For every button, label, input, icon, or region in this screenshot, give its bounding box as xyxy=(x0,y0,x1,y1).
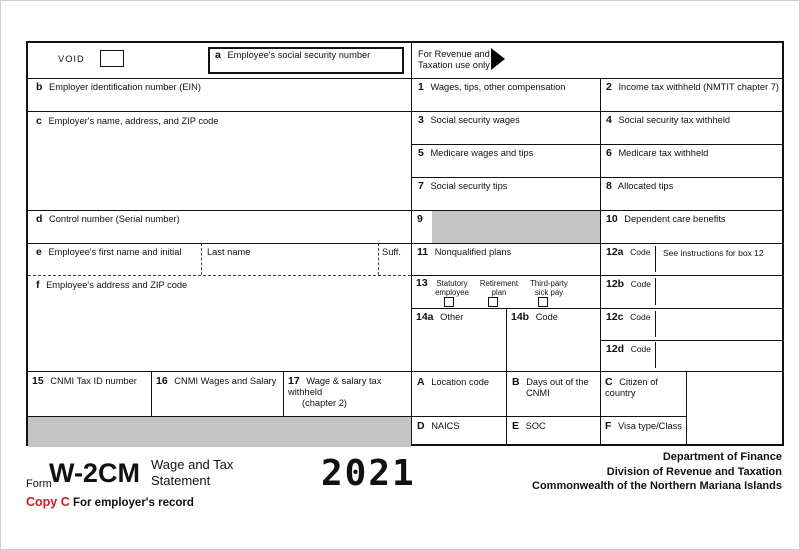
box-12a-number: 12a xyxy=(606,246,624,258)
box-15-field[interactable] xyxy=(28,371,151,416)
statutory-employee-label xyxy=(429,279,475,297)
box-e-text: Employee's first name and initial xyxy=(48,247,182,257)
copy-line xyxy=(26,495,194,509)
box-b-label xyxy=(36,82,201,93)
box-17-label xyxy=(288,376,408,409)
third-party-line1: Third-party xyxy=(530,279,568,288)
box-12a-label xyxy=(606,247,650,258)
box-f-text: Employee's address and ZIP code xyxy=(46,280,188,290)
third-party-line2: sick pay xyxy=(534,288,564,297)
box-2-field[interactable] xyxy=(600,78,782,111)
box-7-label xyxy=(418,181,507,192)
statutory-line1: Statutory xyxy=(436,279,468,288)
form-grid xyxy=(26,41,784,446)
copy-note: For employer's record xyxy=(72,497,194,509)
box-16-text: CNMI Wages and Salary xyxy=(174,376,277,386)
statutory-line2: employee xyxy=(435,288,469,297)
box-4-text: Social security tax withheld xyxy=(618,115,731,125)
box-F-letter: F xyxy=(605,420,612,432)
box-11-label xyxy=(417,247,511,258)
box-c-label xyxy=(36,116,219,127)
bottom-left-shaded-area xyxy=(28,417,411,447)
box-c-field[interactable] xyxy=(28,111,411,210)
box-8-text: Allocated tips xyxy=(617,181,674,191)
box-3-text: Social security wages xyxy=(430,115,520,125)
box-12b-code-text: Code xyxy=(630,279,652,289)
suffix-text: Suff. xyxy=(382,247,401,257)
last-name-label xyxy=(207,247,250,258)
box-D-text: NAICS xyxy=(431,421,460,431)
shaded-area xyxy=(432,211,600,243)
box-B-text: Days out of the xyxy=(526,377,589,387)
box-f-number: f xyxy=(36,279,40,291)
box-9-number: 9 xyxy=(417,213,423,225)
box-9-label xyxy=(417,214,427,225)
box-C-text: Citizen of country xyxy=(605,377,658,398)
box-d-label xyxy=(36,214,180,225)
box-A-text: Location code xyxy=(431,377,490,387)
revenue-use-label xyxy=(418,49,490,71)
box-f-label xyxy=(36,280,187,291)
box-3-number: 3 xyxy=(418,114,424,126)
box-14a-label xyxy=(416,312,463,323)
box-1-field[interactable] xyxy=(411,78,600,111)
code-tick-line xyxy=(655,342,656,368)
box-D-field[interactable] xyxy=(411,416,506,448)
box-1-number: 1 xyxy=(418,81,424,93)
box-10-number: 10 xyxy=(606,213,618,225)
box-12a-field[interactable] xyxy=(600,243,782,275)
box-8-label xyxy=(606,181,673,192)
agency-line3: Commonwealth of the Northern Mariana Islands xyxy=(532,480,782,492)
box-12-instructions-text: See instructions for box 12 xyxy=(663,248,764,258)
box-D-label xyxy=(417,421,460,432)
box-11-number: 11 xyxy=(417,246,429,258)
box-d-field[interactable] xyxy=(28,210,411,243)
statutory-employee-checkbox[interactable] xyxy=(444,297,454,307)
box-E-letter: E xyxy=(512,420,520,432)
form-title-line2: Statement xyxy=(151,473,211,488)
box-c-number: c xyxy=(36,115,42,127)
box-6-number: 6 xyxy=(606,147,612,159)
retirement-line2: plan xyxy=(491,288,507,297)
box-d-text: Control number (Serial number) xyxy=(49,214,180,224)
box-5-number: 5 xyxy=(418,147,424,159)
box-12a-code-text: Code xyxy=(630,247,651,257)
box-13-number: 13 xyxy=(416,277,428,289)
box-f-field[interactable] xyxy=(28,275,411,371)
tax-year xyxy=(321,453,416,494)
agency-line1: Department of Finance xyxy=(662,451,782,463)
box-10-field[interactable] xyxy=(600,210,782,243)
box-6-label xyxy=(606,148,708,159)
box-15-label xyxy=(32,376,137,387)
box-14a-number: 14a xyxy=(416,311,434,323)
box-12b-field[interactable] xyxy=(600,275,782,308)
box-12c-code-text: Code xyxy=(630,312,651,322)
box-a-ssn-field[interactable] xyxy=(208,47,404,74)
box-B-text2: CNMI xyxy=(526,388,550,398)
form-number-text: W-2CM xyxy=(49,458,140,488)
box-14a-field[interactable] xyxy=(411,308,506,371)
box-15-text: CNMI Tax ID number xyxy=(50,376,137,386)
box-C-label xyxy=(605,377,683,399)
form-word-text: Form xyxy=(26,478,52,490)
retirement-line1: Retirement xyxy=(479,279,519,288)
box-12c-number: 12c xyxy=(606,311,624,323)
grid-line xyxy=(686,371,687,444)
code-tick-line xyxy=(655,246,656,272)
box-9-shaded-field xyxy=(411,210,600,243)
void-label-text: VOID xyxy=(58,54,85,64)
box-12d-number: 12d xyxy=(606,343,625,355)
box-3-field[interactable] xyxy=(411,111,600,144)
box-2-number: 2 xyxy=(606,81,612,93)
retirement-plan-label xyxy=(477,279,521,297)
box-2-text: Income tax withheld (NMTIT chapter 7) xyxy=(618,82,779,92)
box-8-field[interactable] xyxy=(600,177,782,210)
box-A-letter: A xyxy=(417,376,425,388)
box-8-number: 8 xyxy=(606,180,612,192)
box-F-text: Visa type/Class xyxy=(618,421,682,431)
third-party-sick-pay-checkbox[interactable] xyxy=(538,297,548,307)
box-d-number: d xyxy=(36,213,43,225)
box-a-text: Employee's social security number xyxy=(227,50,371,60)
box-5-field[interactable] xyxy=(411,144,600,177)
box-B-field[interactable] xyxy=(506,371,600,416)
void-area xyxy=(28,43,208,78)
box-17-field[interactable] xyxy=(283,371,411,416)
box-14b-field[interactable] xyxy=(506,308,600,371)
box-a-label xyxy=(215,50,370,61)
suffix-label xyxy=(382,247,401,258)
box-14a-text: Other xyxy=(440,312,464,322)
box-e-first-name-field[interactable] xyxy=(28,243,201,275)
form-title xyxy=(151,457,233,489)
box-6-field[interactable] xyxy=(600,144,782,177)
box-1-text: Wages, tips, other compensation xyxy=(430,82,566,92)
box-17-text: Wage & salary tax withheld xyxy=(288,376,382,397)
code-tick-line xyxy=(655,278,656,305)
box-12b-number: 12b xyxy=(606,278,625,290)
box-12d-label xyxy=(606,344,651,355)
box-4-label xyxy=(606,115,730,126)
box-12c-label xyxy=(606,312,650,323)
box-e-label xyxy=(36,247,181,258)
box-5-label xyxy=(418,148,533,159)
box-B-label xyxy=(512,377,589,399)
copy-label: Copy C xyxy=(26,495,70,509)
box-11-field[interactable] xyxy=(411,243,600,275)
tax-year-text: 2021 xyxy=(321,453,416,494)
box-15-number: 15 xyxy=(32,375,44,387)
box-E-text: SOC xyxy=(525,421,546,431)
box-16-label xyxy=(156,376,276,387)
box-D-letter: D xyxy=(417,420,425,432)
revenue-use-area xyxy=(411,43,600,78)
revenue-use-line2: Taxation use only xyxy=(418,60,490,70)
box-A-label xyxy=(417,377,489,388)
box-7-text: Social security tips xyxy=(430,181,508,191)
box-12d-field[interactable] xyxy=(600,340,782,371)
box-10-label xyxy=(606,214,726,225)
box-4-number: 4 xyxy=(606,114,612,126)
box-16-field[interactable] xyxy=(151,371,283,416)
right-arrow-icon xyxy=(491,48,505,70)
box-12d-code-text: Code xyxy=(630,344,652,354)
box-7-number: 7 xyxy=(418,180,424,192)
box-C-letter: C xyxy=(605,376,613,388)
box-C-field[interactable] xyxy=(600,371,686,416)
box-b-number: b xyxy=(36,81,43,93)
retirement-plan-checkbox[interactable] xyxy=(488,297,498,307)
box-F-field[interactable] xyxy=(600,416,686,448)
form-word xyxy=(26,478,52,490)
box-12b-label xyxy=(606,279,651,290)
box-14b-label xyxy=(511,312,558,323)
box-c-text: Employer's name, address, and ZIP code xyxy=(48,116,219,126)
void-label xyxy=(58,54,85,65)
box-F-label xyxy=(605,421,682,432)
box-16-number: 16 xyxy=(156,375,168,387)
box-17-text2: (chapter 2) xyxy=(302,398,347,408)
agency-line2: Division of Revenue and Taxation xyxy=(606,465,782,478)
agency-block xyxy=(532,450,782,494)
box-4-field[interactable] xyxy=(600,111,782,144)
box-14b-text: Code xyxy=(535,312,558,322)
box-5-text: Medicare wages and tips xyxy=(430,148,534,158)
code-tick-line xyxy=(655,311,656,337)
box-e-number: e xyxy=(36,246,42,258)
box-13-field xyxy=(411,275,600,308)
box-7-field[interactable] xyxy=(411,177,600,210)
box-1-label xyxy=(418,82,565,93)
revenue-use-line1: For Revenue and xyxy=(418,49,490,59)
box-E-label xyxy=(512,421,546,432)
box-10-text: Dependent care benefits xyxy=(624,214,726,224)
form-number xyxy=(49,458,140,489)
box-b-text: Employer identification number (EIN) xyxy=(49,82,201,92)
box-6-text: Medicare tax withheld xyxy=(618,148,709,158)
box-3-label xyxy=(418,115,520,126)
third-party-sick-pay-label xyxy=(525,279,573,297)
box-A-field[interactable] xyxy=(411,371,506,416)
form-title-line1: Wage and Tax xyxy=(151,457,234,472)
box-b-field[interactable] xyxy=(28,78,411,111)
box-11-text: Nonqualified plans xyxy=(434,247,512,257)
void-checkbox[interactable] xyxy=(100,50,124,67)
box-e-last-name-field[interactable] xyxy=(201,243,378,275)
box-2-label xyxy=(606,82,779,93)
box-B-letter: B xyxy=(512,376,520,388)
box-17-number: 17 xyxy=(288,375,300,387)
last-name-text: Last name xyxy=(207,247,251,257)
box-12c-field[interactable] xyxy=(600,308,782,340)
box-12-instructions-note xyxy=(663,248,764,258)
box-14b-number: 14b xyxy=(511,311,530,323)
box-e-suffix-field[interactable] xyxy=(378,243,411,275)
box-E-field[interactable] xyxy=(506,416,600,448)
box-a-number: a xyxy=(215,49,221,61)
